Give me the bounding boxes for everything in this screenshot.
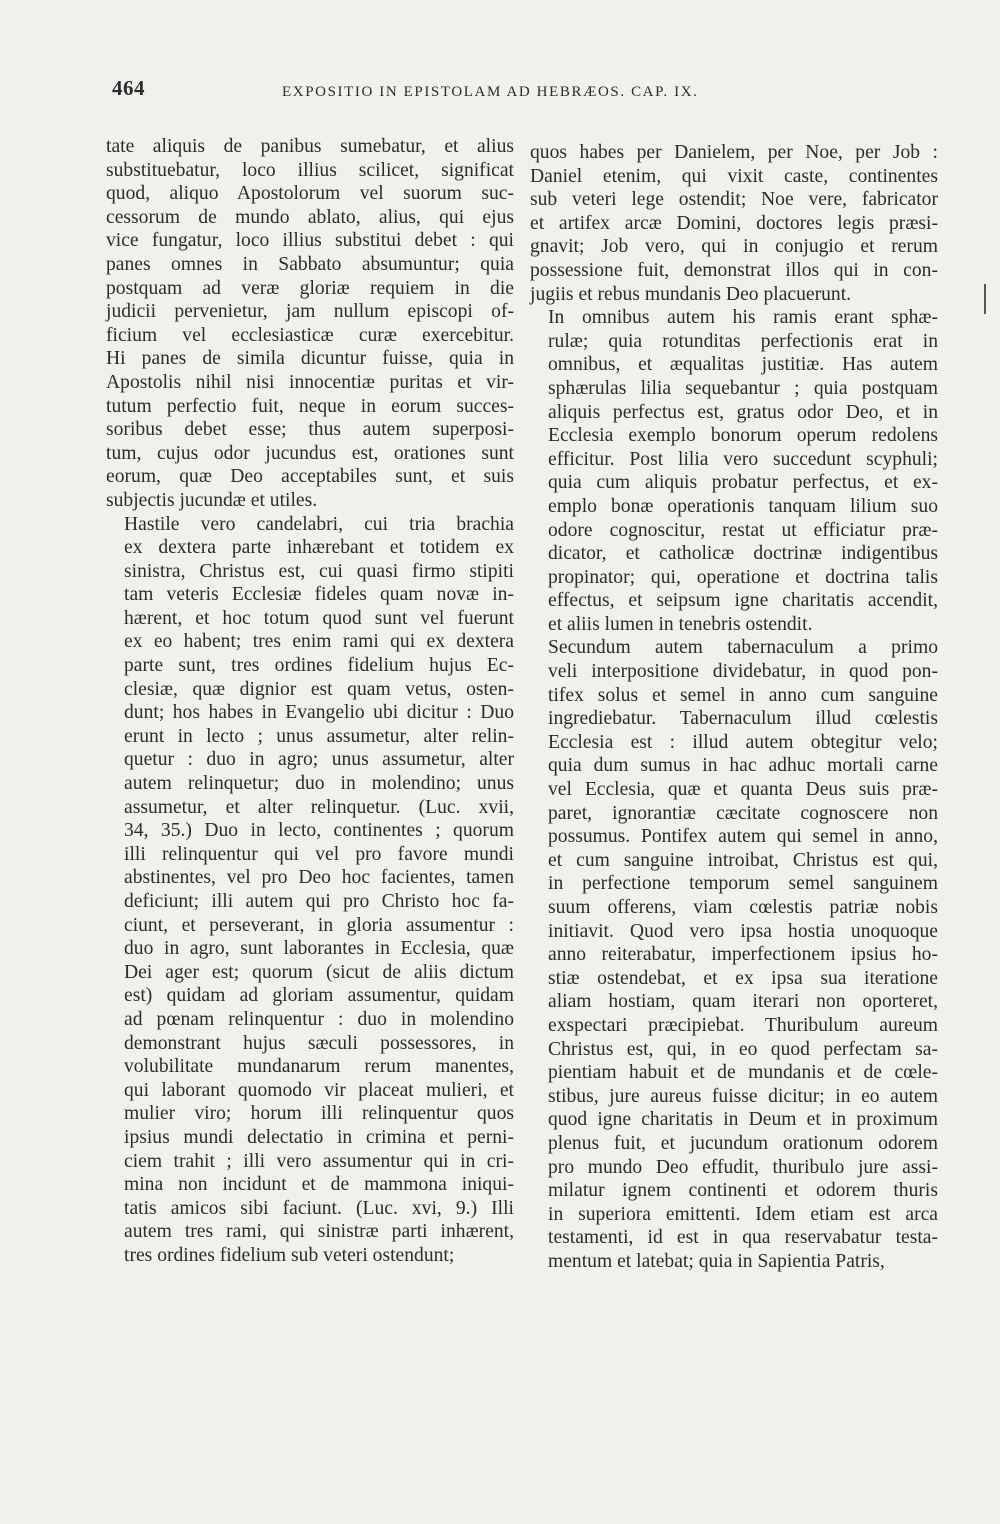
text-line: omnibus, et æqualitas justitiæ. Has autem	[548, 354, 938, 376]
text-line: ipsius mundi delectatio in crimina et perni-	[124, 1126, 514, 1148]
text-line: Secundum autem tabernaculum a primo	[548, 637, 938, 659]
text-line: odore cognoscitur, restat ut efficiatur præ-	[548, 519, 938, 541]
text-line: milatur ignem continenti et odorem thuris	[548, 1180, 938, 1202]
text-line: demonstrant hujus sæculi possessores, in	[124, 1032, 514, 1054]
text-line: et artifex arcæ Domini, doctores legis præsi-	[530, 212, 938, 234]
text-line: stibus, jure aureus fuisse dicitur; in eo autem	[548, 1085, 938, 1107]
text-line: sinistra, Christus est, cui quasi firmo stipiti	[124, 560, 514, 582]
text-line: volubilitate mundanarum rerum manentes,	[124, 1056, 514, 1078]
paragraph	[530, 306, 938, 636]
text-line: assumetur, et alter relinquetur. (Luc. xvii,	[124, 796, 514, 818]
text-line: pro mundo Deo effudit, thuribulo jure assi-	[548, 1156, 938, 1178]
text-line: Dei ager est; quorum (sicut de aliis dictum	[124, 961, 514, 983]
text-line: Hi panes de simila dicuntur fuisse, quia in	[106, 348, 514, 370]
text-line: tres ordines fidelium sub veteri ostendunt;	[124, 1244, 455, 1266]
text-line: quetur : duo in agro; unus assumetur, alter	[124, 749, 514, 771]
text-line: In omnibus autem his ramis erant sphæ-	[548, 307, 938, 329]
text-line: tate aliquis de panibus sumebatur, et alius	[106, 136, 514, 157]
text-line: eorum, quæ Deo acceptabiles sunt, et suis	[106, 466, 514, 488]
text-line: et cum sanguine introibat, Christus est qui,	[548, 849, 938, 871]
text-line: et aliis lumen in tenebris ostendit.	[548, 613, 813, 635]
text-line: stiæ ostendebat, et ex ipsa sua iteratione	[548, 967, 938, 989]
text-line: exspectari præcipiebat. Thuribulum aureum	[548, 1014, 938, 1036]
text-line: veli interpositione dividebatur, in quod pon-	[548, 661, 938, 683]
text-line: emplo bonæ operationis tanquam lilium suo	[548, 495, 938, 517]
text-line: effectus, et seipsum igne charitatis accendit,	[548, 590, 938, 612]
text-line: sub veteri lege ostendit; Noe vere, fabricator	[530, 189, 938, 211]
text-line: quos habes per Danielem, per Noe, per Job :	[530, 142, 938, 163]
text-line: dicator, et catholicæ doctrinæ indigentibus	[548, 543, 938, 565]
text-line: possumus. Pontifex autem qui semel in anno,	[548, 826, 938, 848]
text-line: autem tres rami, qui sinistræ parti inhærent,	[124, 1221, 514, 1243]
text-line: sphærulas lilia sequebantur ; quia postquam	[548, 377, 938, 399]
paragraph	[106, 513, 514, 1268]
text-line: est) quidam ad gloriam assumentur, quidam	[124, 985, 514, 1007]
text-line: gnavit; Job vero, qui in conjugio et rerum	[530, 236, 938, 258]
text-line: plenus fuit, et jucundum orationum odorem	[548, 1132, 938, 1154]
running-head: EXPOSITIO IN EPISTOLAM AD HEBRÆOS. CAP. IX.	[282, 84, 699, 100]
text-line: mina non incidunt et de mammona iniqui-	[124, 1174, 514, 1196]
text-line: subjectis jucundæ et utiles.	[106, 489, 318, 511]
text-line: duo in agro, sunt laborantes in Ecclesia, quæ	[124, 938, 514, 960]
text-line: efficitur. Post lilia vero succedunt scyphuli;	[548, 448, 938, 470]
text-line: illi relinquentur qui vel pro favore mundi	[124, 843, 514, 865]
text-line: quia dum sumus in hac adhuc mortali carne	[548, 755, 938, 777]
text-line: dunt; hos habes in Evangelio ubi dicitur : Duo	[124, 702, 514, 724]
text-line: Apostolis nihil nisi innocentiæ puritas et vir-	[106, 371, 514, 393]
left-column	[106, 135, 514, 1268]
text-line: ciunt, et perseverant, in gloria assumentur :	[124, 914, 514, 936]
text-line: judicii pervenietur, jam nullum episcopi of-	[106, 301, 514, 323]
text-line: aliquis perfectus est, gratus odor Deo, et in	[548, 401, 938, 423]
text-line: aliam hostiam, quam iterari non oporteret,	[548, 991, 938, 1013]
text-line: tutum perfectio fuit, neque in eorum succes-	[106, 395, 514, 417]
text-line: ciem trahit ; illi vero assumentur qui in cri-	[124, 1150, 514, 1172]
text-line: ex dextera parte inhærebant et totidem ex	[124, 537, 514, 559]
text-line: tum, cujus odor jucundus est, orationes sunt	[106, 442, 514, 464]
text-line: substituebatur, loco illius scilicet, significat	[106, 159, 514, 181]
text-line: hærent, et hoc totum quod sunt vel fuerunt	[124, 607, 514, 629]
text-line: qui laborant quomodo vir placeat mulieri, et	[124, 1079, 514, 1101]
page-number: 464	[112, 76, 145, 100]
text-line: quod, aliquo Apostolorum vel suorum suc-	[106, 183, 514, 205]
text-line: paret, ignorantiæ cæcitate cognoscere non	[548, 802, 938, 824]
text-line: ex eo habent; tres enim rami qui ex dextera	[124, 631, 514, 653]
text-line: initiavit. Quod vero ipsa hostia unoquoque	[548, 920, 938, 942]
text-line: Ecclesia exemplo bonorum operum redolens	[548, 425, 938, 447]
margin-mark	[984, 284, 986, 314]
paragraph	[530, 141, 938, 306]
text-line: mulier viro; horum illi relinquentur quos	[124, 1103, 514, 1125]
text-line: 34, 35.) Duo in lecto, continentes ; quorum	[124, 820, 514, 842]
text-line: rulæ; quia rotunditas perfectionis erat in	[548, 330, 938, 352]
text-line: anno reiterabatur, imperfectionem ipsius ho-	[548, 944, 938, 966]
text-line: Hastile vero candelabri, cui tria brachia	[124, 513, 514, 535]
text-line: abstinentes, vel pro Deo hoc facientes, tamen	[124, 867, 514, 889]
text-line: tam veteris Ecclesiæ fideles quam novæ in-	[124, 584, 514, 606]
text-line: vice fungatur, loco illius substitui debet : qui	[106, 230, 514, 252]
text-line: testamenti, id est in qua reservabatur testa-	[548, 1227, 938, 1249]
paragraph	[106, 135, 514, 513]
text-line: Daniel etenim, qui vixit caste, continentes	[530, 165, 938, 187]
text-line: ingrediebatur. Tabernaculum illud cœlestis	[548, 708, 938, 730]
text-line: erunt in lecto ; unus assumetur, alter relin-	[124, 725, 514, 747]
text-line: Christus est, qui, in eo quod perfectam sa-	[548, 1038, 938, 1060]
text-line: quod igne charitatis in Deum et in proximum	[548, 1109, 938, 1131]
text-line: tifex solus et semel in anno cum sanguine	[548, 684, 938, 706]
text-line: tatis amicos sibi faciunt. (Luc. xvi, 9.) Illi	[124, 1197, 514, 1219]
text-line: ficium vel ecclesiasticæ curæ exercebitur.	[106, 324, 514, 346]
text-line: soribus debet esse; thus autem superposi-	[106, 419, 514, 441]
text-line: possessione fuit, demonstrat illos qui in con-	[530, 259, 938, 281]
text-line: parte sunt, tres ordines fidelium hujus Ec-	[124, 655, 514, 677]
text-line: in perfectione temporum semel sanguinem	[548, 873, 938, 895]
text-line: postquam ad veræ gloriæ requiem in die	[106, 277, 514, 299]
text-line: propinator; qui, operatione et doctrina talis	[548, 566, 938, 588]
text-line: vel Ecclesia, quæ et quanta Deus suis præ-	[548, 779, 938, 801]
text-line: cessorum de mundo ablato, alius, qui ejus	[106, 206, 514, 228]
text-line: in superiora emittenti. Idem etiam est arca	[548, 1203, 938, 1225]
right-column	[530, 141, 938, 1274]
text-line: autem relinquetur; duo in molendino; unus	[124, 773, 514, 795]
text-line: panes omnes in Sabbato absumuntur; quia	[106, 253, 514, 275]
text-line: Ecclesia est : illud autem obtegitur velo;	[548, 731, 938, 753]
text-line: suum offerens, viam cœlestis patriæ nobis	[548, 897, 938, 918]
paragraph	[530, 636, 938, 1273]
text-line: ad pœnam relinquentur : duo in molendino	[124, 1008, 514, 1030]
text-line: pientiam habuit et de mundanis et de cœle-	[548, 1062, 938, 1084]
text-line: clesiæ, quæ dignior est quam vetus, osten-	[124, 678, 514, 700]
text-line: deficiunt; illi autem qui pro Christo hoc fa-	[124, 891, 514, 912]
text-line: quia cum aliquis probatur perfectus, et ex-	[548, 472, 938, 494]
text-line: jugiis et rebus mundanis Deo placuerunt.	[530, 283, 852, 305]
text-line: mentum et latebat; quia in Sapientia Patris,	[548, 1250, 885, 1272]
